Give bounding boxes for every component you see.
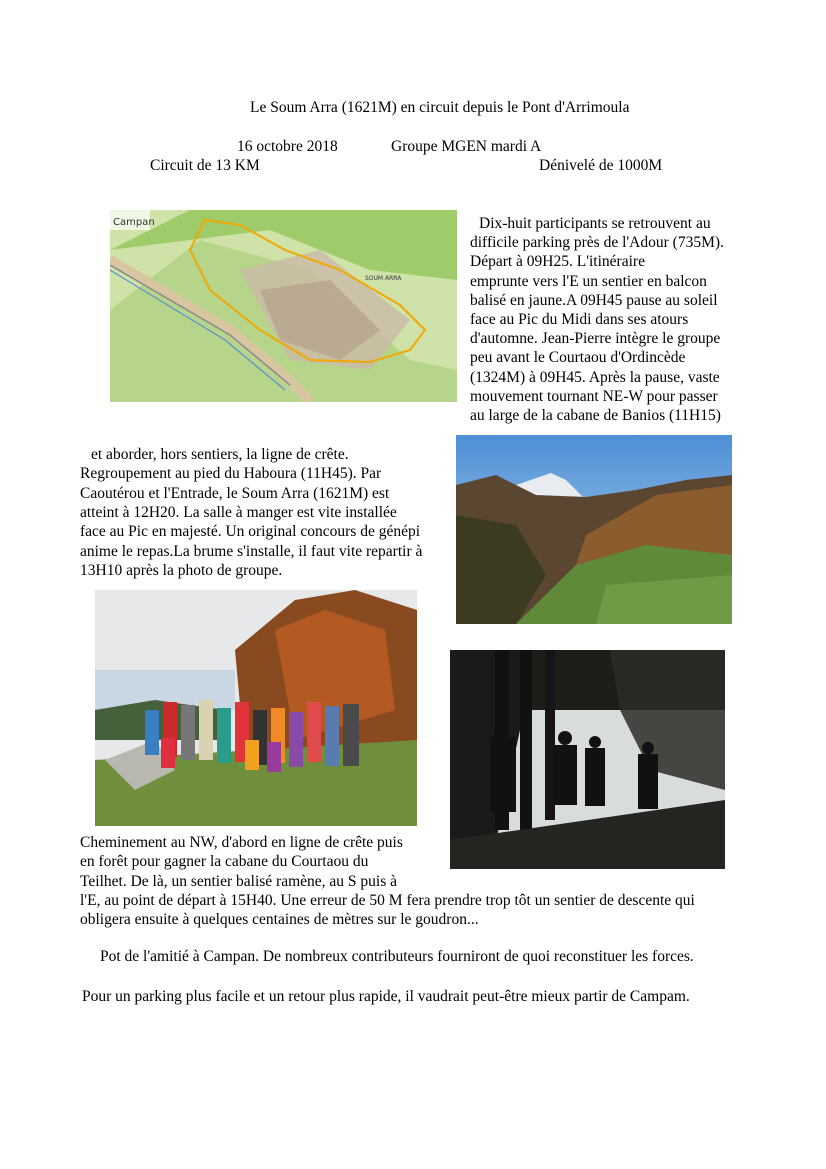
text-line: en forêt pour gagner la cabane du Courtaou du	[80, 853, 369, 871]
elevation-gain: Dénivelé de 1000M	[539, 157, 663, 174]
group-photo	[95, 590, 417, 826]
text-line: (1324M) à 09H45. Après la pause, vaste	[470, 368, 720, 386]
text-line: mouvement tournant NE-W pour passer	[470, 387, 718, 405]
text-line: Dix-huit participants se retrouvent au	[479, 215, 711, 232]
text-line: 13H10 après la photo de groupe.	[80, 561, 283, 579]
hike-date: 16 octobre 2018	[237, 138, 338, 155]
text-line: d'automne. Jean-Pierre intègre le groupe	[470, 330, 721, 348]
page-title: Le Soum Arra (1621M) en circuit depuis le Pont d'Arrimoula	[250, 99, 630, 116]
text-line: face au Pic en majesté. Un original concours de génépi	[80, 523, 421, 541]
text-line: emprunte vers l'E un sentier en balcon	[470, 272, 707, 290]
paragraph-5: Pour un parking plus facile et un retour plus rapide, il vaudrait peut-être mieux partir de Campam.	[82, 988, 690, 1005]
text-line: peu avant le Courtaou d'Ordincède	[470, 349, 686, 367]
text-line: difficile parking près de l'Adour (735M).	[470, 234, 724, 252]
text-line: face au Pic du Midi dans ses atours	[470, 311, 689, 328]
text-line: anime le repas.La brume s'installe, il faut vite repartir à	[80, 542, 423, 560]
text-line: l'E, au point de départ à 15H40. Une erreur de 50 M fera prendre trop tôt un sentier de descente qui	[80, 891, 695, 909]
text-line: Cheminement au NW, d'abord en ligne de crête puis	[80, 834, 403, 851]
text-line: obligera ensuite à quelques centaines de mètres sur le goudron...	[80, 911, 479, 929]
paragraph-4: Pot de l'amitié à Campan. De nombreux contributeurs fourniront de quoi reconstituer les forces.	[100, 948, 694, 965]
text-line: Caoutérou et l'Entrade, le Soum Arra (1621M) est	[80, 484, 390, 502]
map-label-soum-arra: SOUM ARRA	[365, 275, 402, 282]
silhouette-forest-photo	[450, 650, 725, 869]
text-line: Teilhet. De là, un sentier balisé ramène, au S puis à	[80, 872, 397, 890]
route-map-image	[110, 210, 457, 402]
text-line: Départ à 09H25. L'itinéraire	[470, 253, 645, 271]
hike-group: Groupe MGEN mardi A	[391, 138, 542, 155]
mountain-landscape-photo	[456, 435, 732, 624]
text-line: atteint à 12H20. La salle à manger est vite installée	[80, 503, 397, 521]
circuit-length: Circuit de 13 KM	[150, 157, 260, 174]
text-line: Regroupement au pied du Haboura (11H45). Par	[80, 465, 382, 483]
text-line: balisé en jaune.A 09H45 pause au soleil	[470, 291, 718, 309]
text-line: au large de la cabane de Banios (11H15)	[470, 407, 721, 424]
text-line: et aborder, hors sentiers, la ligne de crête.	[91, 446, 349, 463]
map-label-campan: Campan	[113, 217, 155, 228]
